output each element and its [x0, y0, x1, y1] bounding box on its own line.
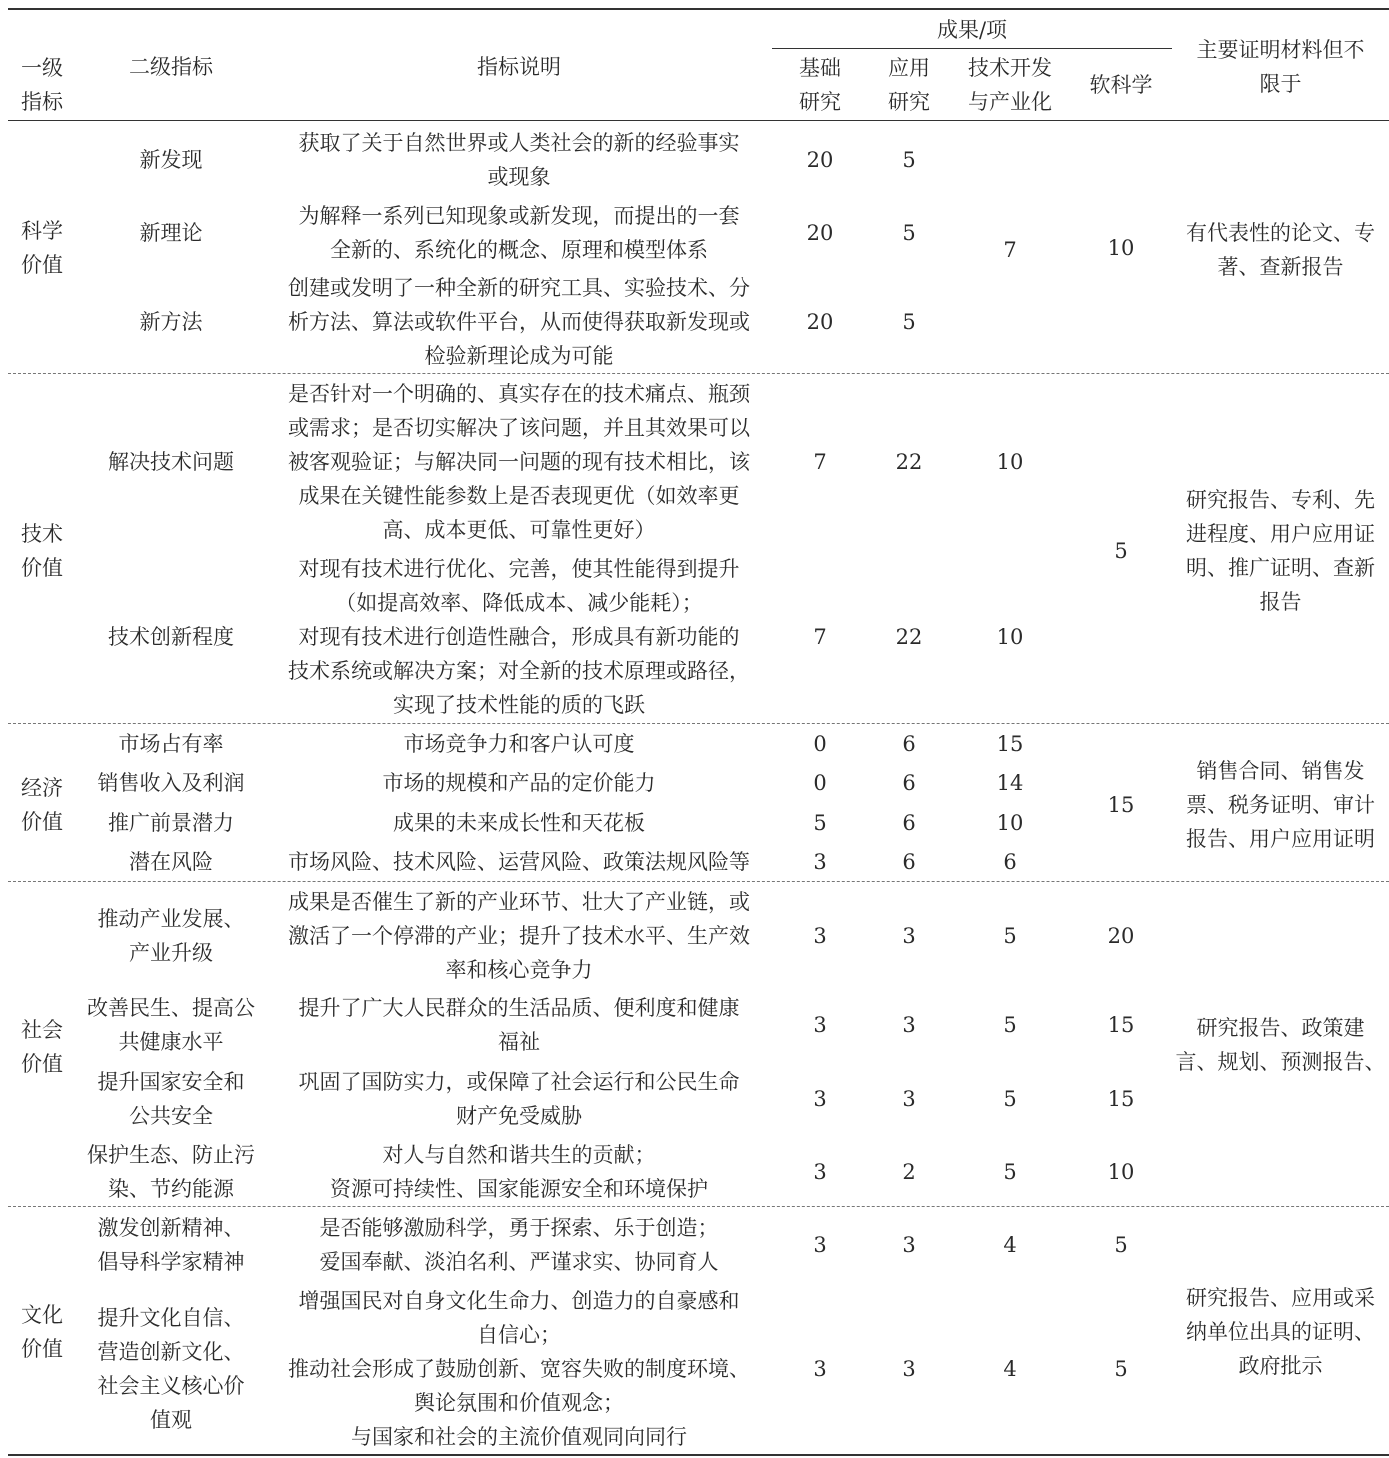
- section-proof-line: 有代表性的论文、专: [1186, 221, 1375, 245]
- section-name-line: 价值: [21, 556, 63, 580]
- section-soft-score-line: 15: [1107, 793, 1135, 817]
- row-basic-score-line: 3: [813, 1357, 827, 1381]
- row-basic-score-line: 20: [806, 148, 834, 172]
- row-description-line: 激活了一个停滞的产业；提升了技术水平、生产效: [288, 924, 750, 948]
- row-soft-score: [1070, 1155, 1172, 1189]
- header-col-applied-line: 研究: [888, 90, 930, 114]
- row-basic-score-line: 3: [813, 1160, 827, 1184]
- row-soft-score-line: 10: [1107, 1160, 1135, 1184]
- section-name-line: 文化: [21, 1303, 63, 1327]
- row-description-line: 财产免受威胁: [456, 1104, 582, 1128]
- section-name-line: 价值: [21, 810, 63, 834]
- row-sub-indicator-line: 新方法: [139, 310, 203, 334]
- row-basic-score: [772, 806, 868, 840]
- row-applied-score-line: 3: [902, 924, 916, 948]
- row-applied-score-line: 22: [895, 625, 923, 649]
- section-proof-line: 研究报告、专利、先: [1186, 488, 1375, 512]
- row-dev-score: [950, 919, 1070, 953]
- row-applied-score-line: 6: [902, 732, 916, 756]
- row-description: [266, 271, 772, 373]
- row-basic-score: [772, 1352, 868, 1386]
- row-dev-score: [950, 845, 1070, 879]
- row-dev-score: [950, 1008, 1070, 1042]
- row-basic-score-line: 3: [813, 1233, 827, 1257]
- row-description-line: 对现有技术进行创造性融合，形成具有新功能的: [298, 625, 740, 649]
- row-sub-indicator-line: 共健康水平: [118, 1030, 224, 1054]
- row-description: [266, 806, 772, 840]
- row-basic-score: [772, 727, 868, 761]
- row-description-line: 全新的、系统化的概念、原理和模型体系: [330, 238, 708, 262]
- row-description: [266, 377, 772, 547]
- row-basic-score: [772, 1228, 868, 1262]
- row-description: [266, 552, 772, 722]
- bottom-rule: [8, 1454, 1389, 1456]
- section-dev-score-line: 7: [1003, 238, 1017, 262]
- header-proof: [1172, 33, 1389, 101]
- section-proof-line: 纳单位出具的证明、: [1186, 1320, 1375, 1344]
- row-basic-score: [772, 919, 868, 953]
- header-col-soft: [1070, 68, 1172, 102]
- row-soft-score-line: 20: [1107, 924, 1135, 948]
- section-proof-line: 著、查新报告: [1217, 255, 1344, 279]
- section-soft-score-line: 5: [1114, 539, 1128, 563]
- row-applied-score: [868, 620, 950, 654]
- section-proof-line: 进程度、用户应用证: [1186, 522, 1375, 546]
- row-applied-score: [868, 143, 950, 177]
- row-basic-score-line: 0: [813, 732, 827, 756]
- section-soft-score-line: 10: [1107, 236, 1135, 260]
- section-name: [8, 214, 76, 282]
- row-sub-indicator-line: 推广前景潜力: [108, 811, 234, 835]
- row-description-line: 市场风险、技术风险、运营风险、政策法规风险等: [288, 850, 750, 874]
- row-description-line: 资源可持续性、国家能源安全和环境保护: [330, 1177, 708, 1201]
- row-sub-indicator: [76, 1301, 266, 1437]
- row-description-line: 对人与自然和谐共生的贡献；: [382, 1143, 656, 1167]
- row-soft-score: [1070, 1228, 1172, 1262]
- row-description: [266, 199, 772, 267]
- section-proof-line: 言、规划、预测报告、: [1175, 1050, 1386, 1074]
- row-dev-score-line: 5: [1003, 1087, 1017, 1111]
- section-proof: [1172, 1011, 1389, 1079]
- row-description: [266, 885, 772, 987]
- section-proof-line: 研究报告、政策建: [1196, 1016, 1365, 1040]
- row-applied-score: [868, 1228, 950, 1262]
- row-sub-indicator: [76, 1211, 266, 1279]
- row-applied-score: [868, 806, 950, 840]
- row-sub-indicator-line: 提升文化自信、: [97, 1306, 245, 1330]
- row-description: [266, 1284, 772, 1454]
- row-sub-indicator-line: 值观: [150, 1408, 192, 1432]
- section-divider-1: [8, 373, 1389, 374]
- row-description-line: （如提高效率、降低成本、减少能耗）；: [335, 591, 703, 615]
- row-sub-indicator: [76, 902, 266, 970]
- row-sub-indicator-line: 技术创新程度: [108, 625, 234, 649]
- row-basic-score: [772, 143, 868, 177]
- header-col-dev-line: 技术开发: [968, 56, 1052, 80]
- row-soft-score-line: 5: [1114, 1357, 1128, 1381]
- row-description-line: 或需求；是否切实解决了该问题，并且其效果可以: [288, 416, 750, 440]
- row-sub-indicator-line: 倡导科学家精神: [97, 1250, 245, 1274]
- row-dev-score-line: 15: [996, 732, 1024, 756]
- row-dev-score-line: 10: [996, 811, 1024, 835]
- section-name: [8, 771, 76, 839]
- section-soft-score: [1070, 534, 1172, 568]
- section-name-line: 科学: [21, 219, 63, 243]
- row-basic-score: [772, 1082, 868, 1116]
- row-description-line: 为解释一系列已知现象或新发现，而提出的一套: [298, 204, 740, 228]
- section-proof: [1172, 1281, 1389, 1383]
- row-applied-score: [868, 727, 950, 761]
- header-results-group: 成果/项: [936, 18, 1008, 42]
- row-basic-score: [772, 1155, 868, 1189]
- row-sub-indicator-line: 市场占有率: [118, 732, 224, 756]
- row-dev-score: [950, 1155, 1070, 1189]
- row-description-line: 是否针对一个明确的、真实存在的技术痛点、瓶颈: [288, 382, 750, 406]
- row-basic-score: [772, 1008, 868, 1042]
- header-col-dev: [950, 51, 1070, 119]
- row-description-line: 析方法、算法或软件平台，从而使得获取新发现或: [288, 310, 750, 334]
- row-description: [266, 766, 772, 800]
- row-description-line: 巩固了国防实力，或保障了社会运行和公民生命: [298, 1070, 740, 1094]
- row-basic-score: [772, 445, 868, 479]
- section-name-line: 技术: [21, 522, 63, 546]
- row-description: [266, 126, 772, 194]
- row-sub-indicator: [76, 727, 266, 761]
- row-applied-score-line: 6: [902, 811, 916, 835]
- row-description: [266, 1211, 772, 1279]
- row-description-line: 实现了技术性能的质的飞跃: [393, 693, 645, 717]
- row-dev-score-line: 4: [1003, 1357, 1017, 1381]
- row-sub-indicator: [76, 216, 266, 250]
- row-basic-score-line: 3: [813, 850, 827, 874]
- row-description-line: 成果的未来成长性和天花板: [393, 811, 645, 835]
- row-description-line: 爱国奉献、淡泊名利、严谨求实、协同育人: [319, 1250, 719, 1274]
- row-applied-score: [868, 216, 950, 250]
- row-sub-indicator: [76, 1138, 266, 1206]
- row-dev-score-line: 10: [996, 450, 1024, 474]
- header-col-basic: [772, 51, 868, 119]
- row-applied-score: [868, 766, 950, 800]
- header-level2-line: 二级指标: [129, 55, 213, 79]
- row-basic-score-line: 5: [813, 811, 827, 835]
- header-level1-line: 指标: [21, 90, 63, 114]
- row-dev-score: [950, 766, 1070, 800]
- row-description-line: 成果是否催生了新的产业环节、壮大了产业链，或: [288, 890, 750, 914]
- row-description-line: 获取了关于自然世界或人类社会的新的经验事实: [298, 131, 740, 155]
- row-description: [266, 1138, 772, 1206]
- section-proof-line: 研究报告、应用或采: [1186, 1286, 1375, 1310]
- row-basic-score: [772, 216, 868, 250]
- row-soft-score: [1070, 919, 1172, 953]
- section-proof-line: 明、推广证明、查新: [1186, 556, 1375, 580]
- header-level1: [8, 51, 76, 119]
- section-name: [8, 1298, 76, 1366]
- section-proof-line: 报告: [1259, 590, 1302, 614]
- row-sub-indicator: [76, 991, 266, 1059]
- row-applied-score: [868, 305, 950, 339]
- row-description-line: 检验新理论成为可能: [424, 344, 614, 368]
- header-level2: [76, 50, 266, 84]
- row-description: [266, 727, 772, 761]
- row-basic-score: [772, 766, 868, 800]
- row-description-line: 推动社会形成了鼓励创新、宽容失败的制度环境、: [288, 1357, 750, 1381]
- row-description-line: 技术系统或解决方案；对全新的技术原理或路径，: [288, 659, 750, 683]
- row-sub-indicator-line: 潜在风险: [129, 850, 213, 874]
- section-divider-4: [8, 1206, 1389, 1207]
- row-description-line: 创建或发明了一种全新的研究工具、实验技术、分: [288, 276, 750, 300]
- row-description-line: 率和核心竞争力: [445, 958, 593, 982]
- row-description-line: 是否能够激励科学，勇于探索、乐于创造；: [319, 1216, 719, 1240]
- row-applied-score-line: 5: [902, 310, 916, 334]
- row-sub-indicator-line: 保护生态、防止污: [87, 1143, 255, 1167]
- row-dev-score-line: 5: [1003, 1160, 1017, 1184]
- section-dev-score: [950, 233, 1070, 267]
- row-dev-score: [950, 1228, 1070, 1262]
- row-soft-score-line: 5: [1114, 1233, 1128, 1257]
- row-sub-indicator-line: 解决技术问题: [108, 450, 234, 474]
- row-sub-indicator: [76, 1065, 266, 1133]
- row-applied-score-line: 6: [902, 771, 916, 795]
- row-basic-score-line: 7: [813, 625, 827, 649]
- row-dev-score: [950, 620, 1070, 654]
- row-applied-score: [868, 1082, 950, 1116]
- section-soft-score: [1070, 788, 1172, 822]
- top-rule: [8, 8, 1389, 10]
- row-description-line: 市场竞争力和客户认可度: [403, 732, 635, 756]
- section-name: [8, 517, 76, 585]
- section-name-line: 价值: [21, 1337, 63, 1361]
- section-name: [8, 1013, 76, 1081]
- row-applied-score-line: 22: [895, 450, 923, 474]
- row-description-line: 与国家和社会的主流价值观同向同行: [351, 1425, 687, 1449]
- header-rule: [8, 120, 1389, 121]
- section-soft-score: [1070, 231, 1172, 265]
- row-description-line: 对现有技术进行优化、完善，使其性能得到提升: [298, 557, 740, 581]
- section-divider-2: [8, 723, 1389, 724]
- row-applied-score-line: 3: [902, 1233, 916, 1257]
- row-sub-indicator-line: 营造创新文化、: [97, 1340, 245, 1364]
- section-proof: [1172, 216, 1389, 284]
- row-sub-indicator-line: 推动产业发展、: [97, 907, 245, 931]
- row-description: [266, 1065, 772, 1133]
- row-description-line: 福祉: [498, 1030, 540, 1054]
- row-basic-score: [772, 845, 868, 879]
- row-sub-indicator: [76, 620, 266, 654]
- section-proof-line: 销售合同、销售发: [1196, 759, 1365, 783]
- row-dev-score-line: 14: [996, 771, 1024, 795]
- row-description-line: 成果在关键性能参数上是否表现更优（如效率更: [298, 484, 740, 508]
- row-basic-score-line: 3: [813, 1013, 827, 1037]
- row-soft-score-line: 15: [1107, 1087, 1135, 1111]
- row-dev-score: [950, 727, 1070, 761]
- row-applied-score-line: 3: [902, 1013, 916, 1037]
- row-sub-indicator-line: 改善民生、提高公: [87, 996, 255, 1020]
- row-sub-indicator-line: 激发创新精神、: [97, 1216, 245, 1240]
- row-sub-indicator: [76, 845, 266, 879]
- group-underline: [772, 48, 1172, 49]
- section-name-line: 价值: [21, 1052, 63, 1076]
- header-col-dev-line: 与产业化: [968, 90, 1052, 114]
- row-basic-score-line: 7: [813, 450, 827, 474]
- row-description-line: 市场的规模和产品的定价能力: [382, 771, 656, 795]
- row-dev-score-line: 5: [1003, 1013, 1017, 1037]
- header-proof-line: 限于: [1259, 72, 1302, 96]
- section-proof-line: 票、税务证明、审计: [1186, 793, 1375, 817]
- row-soft-score: [1070, 1082, 1172, 1116]
- header-proof-line: 主要证明材料但不: [1196, 38, 1365, 62]
- row-description-line: 自信心；: [477, 1323, 561, 1347]
- row-sub-indicator-line: 社会主义核心价: [97, 1374, 245, 1398]
- row-description-line: 被客观验证；与解决同一问题的现有技术相比，该: [288, 450, 750, 474]
- header-level1-line: 一级: [21, 56, 63, 80]
- row-description-line: 提升了广大人民群众的生活品质、便利度和健康: [298, 996, 740, 1020]
- row-applied-score-line: 2: [902, 1160, 916, 1184]
- row-applied-score-line: 3: [902, 1357, 916, 1381]
- header-col-applied-line: 应用: [888, 56, 930, 80]
- section-divider-3: [8, 881, 1389, 882]
- section-name-line: 经济: [21, 776, 63, 800]
- row-sub-indicator-line: 新理论: [139, 221, 203, 245]
- row-description: [266, 991, 772, 1059]
- row-sub-indicator-line: 染、节约能源: [108, 1177, 234, 1201]
- row-applied-score: [868, 445, 950, 479]
- row-applied-score: [868, 1008, 950, 1042]
- row-sub-indicator-line: 新发现: [139, 148, 203, 172]
- row-dev-score: [950, 1082, 1070, 1116]
- row-sub-indicator: [76, 806, 266, 840]
- row-applied-score: [868, 845, 950, 879]
- row-applied-score: [868, 919, 950, 953]
- row-applied-score-line: 5: [902, 148, 916, 172]
- row-soft-score-line: 15: [1107, 1013, 1135, 1037]
- row-basic-score-line: 20: [806, 221, 834, 245]
- row-dev-score-line: 10: [996, 625, 1024, 649]
- row-soft-score: [1070, 1352, 1172, 1386]
- row-sub-indicator: [76, 445, 266, 479]
- row-sub-indicator-line: 产业升级: [129, 941, 213, 965]
- row-basic-score-line: 20: [806, 310, 834, 334]
- row-applied-score: [868, 1155, 950, 1189]
- row-soft-score: [1070, 1008, 1172, 1042]
- row-dev-score: [950, 445, 1070, 479]
- row-dev-score: [950, 1352, 1070, 1386]
- section-proof: [1172, 483, 1389, 619]
- header-col-basic-line: 基础: [799, 56, 841, 80]
- row-applied-score: [868, 1352, 950, 1386]
- row-description-line: 舆论氛围和价值观念；: [414, 1391, 624, 1415]
- row-description-line: 或现象: [487, 165, 551, 189]
- row-sub-indicator-line: 公共安全: [129, 1104, 213, 1128]
- row-basic-score-line: 3: [813, 1087, 827, 1111]
- header-col-soft-line: 软科学: [1089, 73, 1153, 97]
- row-sub-indicator: [76, 766, 266, 800]
- row-applied-score-line: 6: [902, 850, 916, 874]
- section-name-line: 社会: [21, 1018, 63, 1042]
- row-description-line: 增强国民对自身文化生命力、创造力的自豪感和: [298, 1289, 740, 1313]
- row-sub-indicator-line: 销售收入及利润: [97, 771, 245, 795]
- section-proof-line: 报告、用户应用证明: [1186, 827, 1375, 851]
- header-desc: [266, 50, 772, 84]
- row-basic-score: [772, 305, 868, 339]
- header-desc-line: 指标说明: [477, 55, 561, 79]
- row-sub-indicator: [76, 143, 266, 177]
- row-sub-indicator-line: 提升国家安全和: [97, 1070, 245, 1094]
- row-dev-score-line: 4: [1003, 1233, 1017, 1257]
- row-basic-score-line: 3: [813, 924, 827, 948]
- row-applied-score-line: 5: [902, 221, 916, 245]
- row-sub-indicator: [76, 305, 266, 339]
- row-dev-score-line: 5: [1003, 924, 1017, 948]
- row-basic-score: [772, 620, 868, 654]
- row-description-line: 高、成本更低、可靠性更好）: [382, 518, 656, 542]
- section-proof-line: 政府批示: [1238, 1354, 1323, 1378]
- header-col-applied: [868, 51, 950, 119]
- row-dev-score-line: 6: [1003, 850, 1017, 874]
- row-basic-score-line: 0: [813, 771, 827, 795]
- row-description: [266, 845, 772, 879]
- section-name-line: 价值: [21, 253, 63, 277]
- section-proof: [1172, 754, 1389, 856]
- row-dev-score: [950, 806, 1070, 840]
- row-applied-score-line: 3: [902, 1087, 916, 1111]
- header-col-basic-line: 研究: [799, 90, 841, 114]
